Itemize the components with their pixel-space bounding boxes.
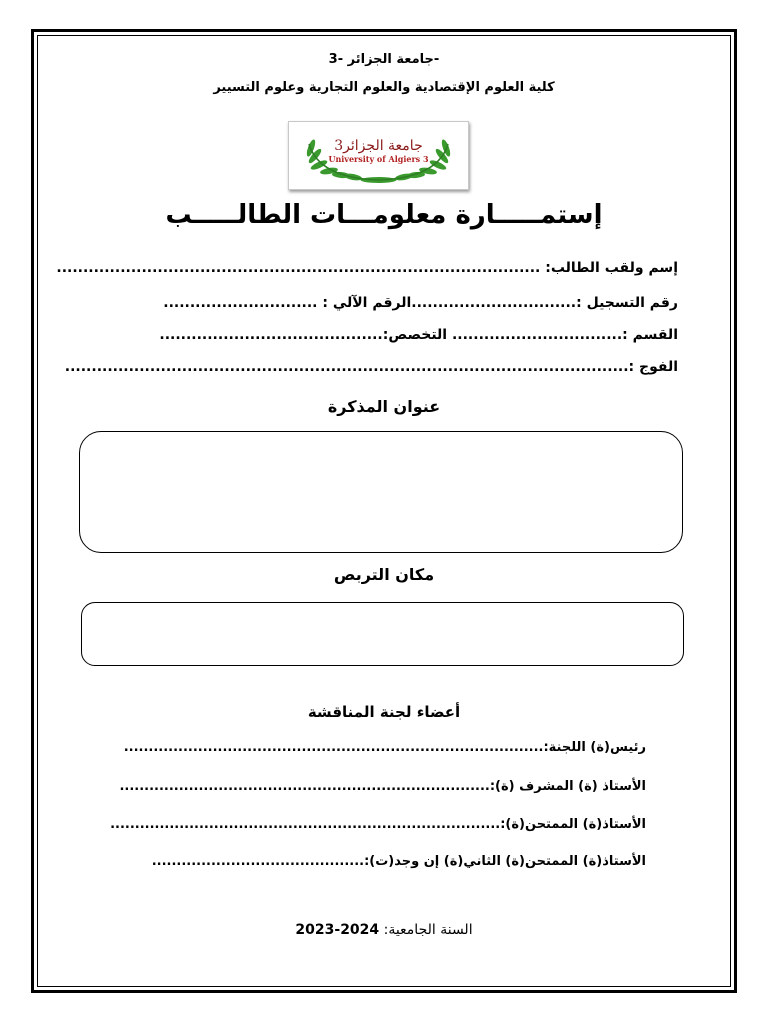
department-field[interactable]: القسم :................................ التخصص:.......................................... [159, 327, 678, 343]
academic-year [0, 922, 768, 938]
student-name-field[interactable]: إسم ولقب الطالب: ........................................................................................... [56, 260, 678, 276]
thesis-title-label: عنوان المذكرة [327, 397, 441, 416]
thesis-title-box[interactable] [79, 431, 683, 553]
academic-year-label: السنة الجامعية: [379, 922, 473, 938]
form-title: إستمـــــارة معلومـــات الطالـــــب [165, 200, 603, 230]
faculty-name: كلية العلوم الإقتصادية والعلوم التجارية وعلوم التسيير [213, 80, 555, 95]
committee-president-field[interactable]: رئيس(ة) اللجنة:..................................................................................... [123, 740, 646, 755]
logo-latin-text: University of Algiers 3 [328, 154, 429, 164]
academic-year-value: 2024-2023 [295, 922, 380, 938]
committee-title: أعضاء لجنة المناقشة [307, 703, 461, 721]
committee-second-examiner-field[interactable]: الأستاذ(ة) الممتحن(ة) الثاني(ة) إن وجد(ت):........................................... [151, 854, 646, 869]
internship-box[interactable] [81, 602, 684, 666]
university-name: جامعة الجزائر -3- [328, 52, 440, 67]
logo-arabic-text: جامعة الجزائر3 [334, 138, 423, 154]
internship-label: مكان التربص [333, 565, 435, 584]
group-field[interactable]: الفوج :.......................................................................................................... [64, 359, 678, 375]
registration-field[interactable]: رقم التسجيل :...............................الرقم الآلي : ............................. [163, 295, 678, 311]
committee-examiner-field[interactable]: الأستاذ(ة) الممتحن(ة):............................................................................... [110, 817, 646, 832]
university-logo [288, 121, 469, 190]
committee-supervisor-field[interactable]: الأستاذ (ة) المشرف (ة):........................................................................... [119, 779, 646, 794]
